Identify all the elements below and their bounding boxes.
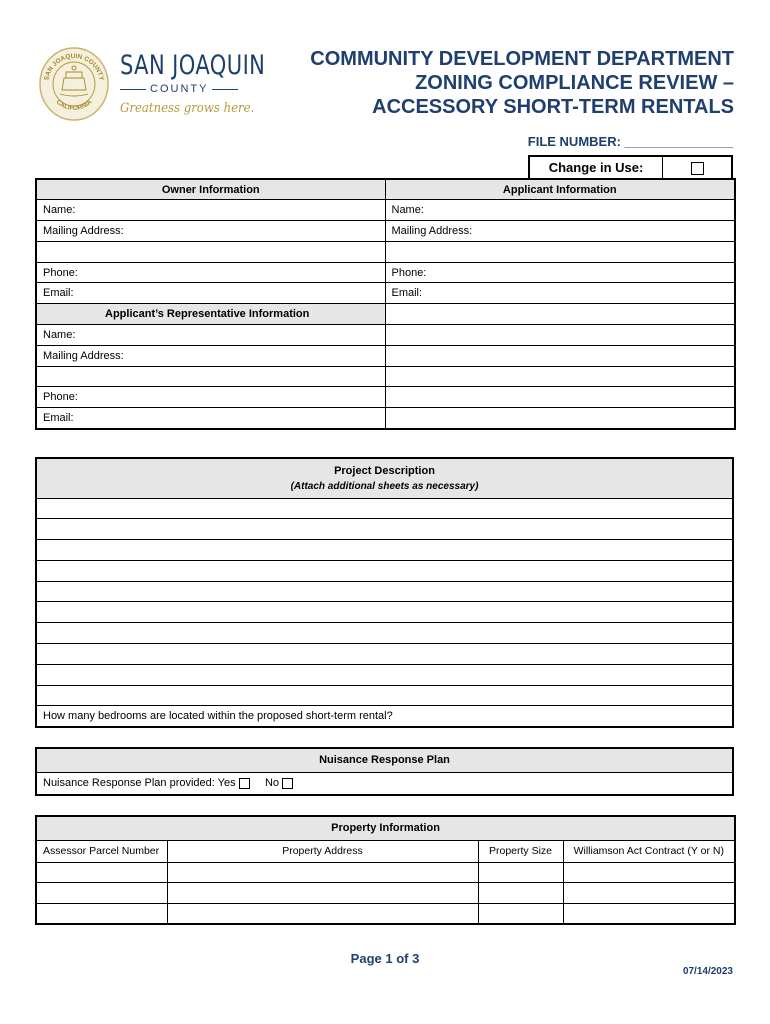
change-in-use-label: Change in Use: xyxy=(530,157,663,179)
representative-info-header: Applicant’s Representative Information xyxy=(36,304,385,325)
county-seal-icon xyxy=(38,46,110,122)
williamson-cell[interactable] xyxy=(563,904,735,925)
apn-cell[interactable] xyxy=(36,862,167,883)
applicant-email-field[interactable]: Email: xyxy=(385,283,735,304)
project-description-line[interactable] xyxy=(36,602,733,623)
seal-top-text: SAN JOAQUIN COUNTY xyxy=(43,52,105,82)
williamson-column-header: Williamson Act Contract (Y or N) xyxy=(563,840,735,862)
title-line-2: ZONING COMPLIANCE REVIEW – xyxy=(415,72,734,94)
project-description-line[interactable] xyxy=(36,519,733,540)
address-cell[interactable] xyxy=(167,862,478,883)
title-line-1: COMMUNITY DEVELOPMENT DEPARTMENT xyxy=(310,48,734,70)
project-description-line[interactable] xyxy=(36,560,733,581)
nuisance-no-label: No xyxy=(264,777,280,790)
representative-blank-cell xyxy=(385,304,735,325)
file-number-field[interactable]: FILE NUMBER: _______________ xyxy=(527,134,733,149)
page-title xyxy=(310,47,734,119)
brand-county xyxy=(120,83,268,95)
size-cell[interactable] xyxy=(478,862,563,883)
nuisance-yes-checkbox[interactable] xyxy=(239,778,250,789)
address-cell[interactable] xyxy=(167,904,478,925)
owner-info-header: Owner Information xyxy=(36,179,385,200)
project-description-note: (Attach additional sheets as necessary) xyxy=(290,480,479,492)
nuisance-plan-label: Nuisance Response Plan provided: Yes xyxy=(43,777,236,790)
address-cell[interactable] xyxy=(167,883,478,904)
representative-blank-cell xyxy=(385,387,735,408)
representative-name-field[interactable]: Name: xyxy=(36,325,385,346)
representative-mailing-field[interactable]: Mailing Address: xyxy=(36,345,385,366)
title-line-3: ACCESSORY SHORT-TERM RENTALS xyxy=(372,96,734,118)
project-description-line[interactable] xyxy=(36,644,733,665)
nuisance-no-checkbox[interactable] xyxy=(282,778,293,789)
address-column-header: Property Address xyxy=(167,840,478,862)
brand-name: SAN JOAQUIN xyxy=(120,50,266,81)
project-description-header xyxy=(36,458,733,498)
project-description-line[interactable] xyxy=(36,664,733,685)
owner-mailing-line-2[interactable] xyxy=(36,241,385,262)
size-column-header: Property Size xyxy=(478,840,563,862)
apn-column-header: Assessor Parcel Number xyxy=(36,840,167,862)
representative-mailing-line-2[interactable] xyxy=(36,366,385,387)
project-description-line[interactable] xyxy=(36,581,733,602)
brand-tagline: Greatness grows here. xyxy=(120,101,255,116)
property-info-table xyxy=(35,815,736,925)
property-info-header: Property Information xyxy=(36,816,735,840)
williamson-cell[interactable] xyxy=(563,862,735,883)
applicant-phone-field[interactable]: Phone: xyxy=(385,262,735,283)
size-cell[interactable] xyxy=(478,883,563,904)
representative-email-field[interactable]: Email: xyxy=(36,408,385,429)
project-description-line[interactable] xyxy=(36,498,733,519)
change-in-use-box xyxy=(528,155,733,179)
apn-cell[interactable] xyxy=(36,883,167,904)
representative-blank-cell xyxy=(385,408,735,429)
representative-blank-cell xyxy=(385,345,735,366)
applicant-mailing-field[interactable]: Mailing Address: xyxy=(385,221,735,242)
project-description-line[interactable] xyxy=(36,685,733,706)
bedrooms-question-field[interactable]: How many bedrooms are located within the proposed short-term rental? xyxy=(36,706,733,727)
nuisance-plan-row xyxy=(36,772,733,795)
project-description-line[interactable] xyxy=(36,623,733,644)
nuisance-plan-header: Nuisance Response Plan xyxy=(36,748,733,772)
owner-phone-field[interactable]: Phone: xyxy=(36,262,385,283)
representative-phone-field[interactable]: Phone: xyxy=(36,387,385,408)
seal-bottom-text: CALIFORNIA xyxy=(54,98,94,113)
representative-blank-cell xyxy=(385,325,735,346)
project-description-line[interactable] xyxy=(36,540,733,561)
page-number: Page 1 of 3 xyxy=(350,951,420,966)
project-description-title: Project Description xyxy=(334,464,435,477)
applicant-mailing-line-2[interactable] xyxy=(385,241,735,262)
project-description-table xyxy=(35,457,734,728)
revision-date: 07/14/2023 xyxy=(682,966,733,977)
size-cell[interactable] xyxy=(478,904,563,925)
williamson-cell[interactable] xyxy=(563,883,735,904)
applicant-name-field[interactable]: Name: xyxy=(385,200,735,221)
representative-blank-cell xyxy=(385,366,735,387)
owner-name-field[interactable]: Name: xyxy=(36,200,385,221)
owner-email-field[interactable]: Email: xyxy=(36,283,385,304)
county-logo xyxy=(38,46,268,130)
change-in-use-checkbox[interactable] xyxy=(691,162,704,175)
owner-mailing-field[interactable]: Mailing Address: xyxy=(36,221,385,242)
applicant-info-header: Applicant Information xyxy=(385,179,735,200)
owner-applicant-table xyxy=(35,178,736,430)
nuisance-plan-table xyxy=(35,747,734,796)
brand-county-label: COUNTY xyxy=(150,83,209,95)
apn-cell[interactable] xyxy=(36,904,167,925)
